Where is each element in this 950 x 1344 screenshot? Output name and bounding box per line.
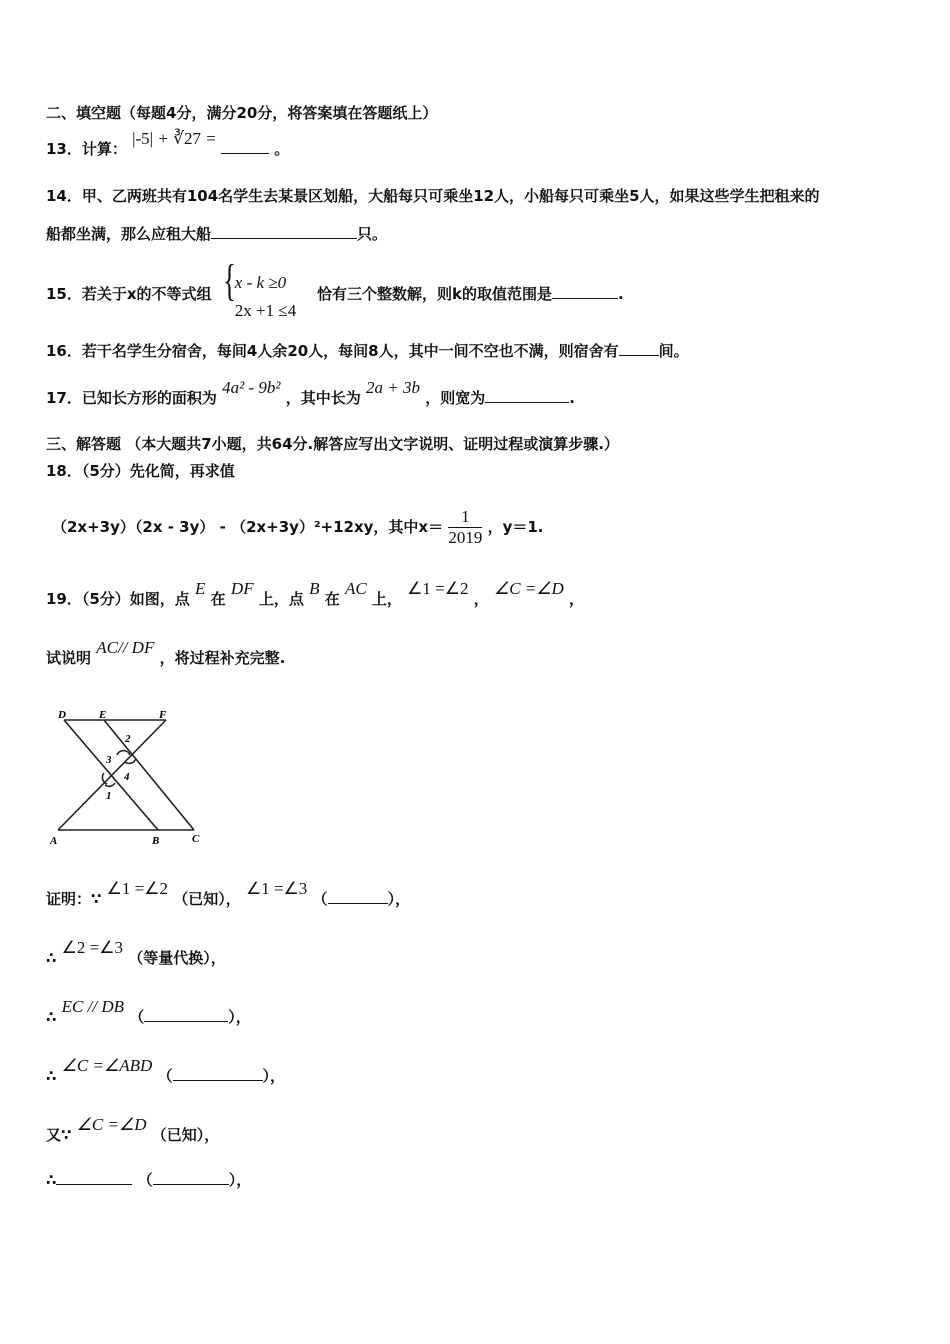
q18-frac-num: 1 (448, 507, 482, 528)
q15-ineq2: 2x +1 ≤4 (234, 301, 297, 320)
q19-line-df: DF (230, 579, 254, 598)
proof-2b: （等量代换）， (128, 949, 226, 967)
label-angle-2: 2 (125, 733, 131, 745)
q13-label: 13．计算： (46, 140, 127, 158)
proof-3b: （ (129, 1008, 145, 1026)
q15-ineq1: x - k ≥0 (234, 273, 287, 292)
q13-end: 。 (274, 140, 290, 158)
question-16 (46, 341, 689, 361)
proof-2-m: ∠2 =∠3 (61, 938, 123, 957)
q19-goal: AC// DF (96, 638, 155, 657)
angle-2-arc (117, 751, 130, 755)
proof-step-6 (46, 1170, 251, 1190)
q15-answer-blank[interactable] (552, 284, 618, 299)
q14-answer-blank[interactable] (211, 224, 357, 239)
q17-suffix: ，则宽为 (425, 389, 486, 407)
geometry-figure (44, 706, 214, 856)
proof-5b: （已知）， (151, 1126, 220, 1144)
q17-prefix: 17．已知长方形的面积为 (46, 389, 217, 407)
proof-3c: ）， (228, 1008, 251, 1026)
q17-length: 2a + 3b (365, 378, 420, 397)
q19-point-e: E (195, 579, 206, 598)
q17-mid: ，其中长为 (285, 389, 361, 407)
section-2-title: 二、填空题（每题4分，满分20分，将答案填在答题纸上） (46, 104, 438, 122)
proof-step-2 (46, 938, 226, 968)
q19-p3: 上，点 (258, 590, 304, 608)
label-e: E (99, 709, 107, 721)
label-angle-1: 1 (106, 790, 112, 802)
label-a: A (50, 835, 58, 847)
q17-area: 4a² - 9b² (222, 378, 281, 397)
proof-1-m1: ∠1 =∠2 (106, 879, 168, 898)
proof-5a: 又∵ (46, 1126, 72, 1144)
q19-cond1: ∠1 =∠2 (407, 579, 469, 598)
question-19-line2 (46, 638, 286, 668)
proof-4-m: ∠C =∠ABD (61, 1056, 153, 1075)
question-17 (46, 378, 575, 408)
q15-end: . (618, 285, 624, 303)
q15-prefix: 15．若关于x的不等式组 (46, 285, 212, 303)
q18-fraction (448, 507, 482, 548)
question-18-expression (52, 504, 544, 550)
proof-1-blank[interactable] (328, 889, 388, 904)
q19-l2b: ，将过程补充完整. (159, 649, 286, 667)
q16-end: 间。 (658, 342, 689, 360)
q18-tail: ，y＝1. (487, 518, 544, 536)
q17-end: . (569, 389, 575, 407)
q19-p6: ， (569, 590, 585, 608)
q19-point-b: B (309, 579, 320, 598)
proof-4a: ∴ (46, 1067, 57, 1085)
question-18-head: 18．（5分）先化简，再求值 (46, 462, 235, 480)
q19-p5: 上， (371, 590, 402, 608)
proof-6a: ∴ (46, 1171, 57, 1189)
label-d: D (58, 709, 66, 721)
label-c: C (192, 833, 200, 845)
section-3-title: 三、解答题 （本大题共7小题，共64分.解答应写出文字说明、证明过程或演算步骤.） (46, 435, 619, 453)
question-15 (46, 256, 624, 320)
q13-abs: |-5| (132, 129, 154, 148)
proof-4-blank[interactable] (173, 1066, 263, 1081)
q19-l2a: 试说明 (46, 649, 92, 667)
proof-6-blank-2[interactable] (153, 1170, 229, 1185)
proof-step-5 (46, 1115, 220, 1145)
proof-1c: （ (312, 890, 328, 908)
proof-step-1 (46, 879, 411, 909)
angle-3-arc (102, 773, 107, 784)
proof-3-m: EC // DB (61, 997, 125, 1016)
question-13 (46, 129, 290, 159)
q19-cond2: ∠C =∠D (493, 579, 564, 598)
proof-1a: 证明：∵ (46, 890, 102, 908)
q19-p2: 在 (210, 590, 226, 608)
q16-answer-blank[interactable] (619, 341, 659, 356)
label-angle-4: 4 (124, 771, 130, 783)
q15-suffix: 恰有三个整数解，则k的取值范围是 (317, 285, 553, 303)
question-19-line1 (46, 579, 585, 609)
q14-end: 只。 (357, 225, 388, 243)
q13-answer-blank[interactable] (221, 139, 269, 154)
q13-eq: = (206, 129, 216, 148)
proof-1b: （已知）， (173, 890, 241, 908)
q19-p4: 在 (324, 590, 340, 608)
question-14-line1: 14．甲、乙两班共有104名学生去某景区划船，大船每只可乘坐12人，小船每只可乘坐5人，如果这些学生把租来的 (46, 187, 820, 205)
q13-root: ∛27 (173, 129, 201, 148)
proof-5-m: ∠C =∠D (76, 1115, 147, 1134)
q19-sep: ， (473, 590, 489, 608)
proof-3-blank[interactable] (144, 1007, 228, 1022)
q18-frac-den: 2019 (448, 528, 483, 547)
q17-answer-blank[interactable] (485, 388, 569, 403)
proof-4c: ）， (262, 1067, 286, 1085)
proof-6-blank-1[interactable] (56, 1170, 132, 1185)
q14-text: 船都坐满，那么应租大船 (46, 225, 212, 243)
proof-2a: ∴ (46, 949, 57, 967)
proof-1-m2: ∠1 =∠3 (245, 879, 308, 898)
proof-6c: ）， (228, 1171, 252, 1189)
proof-3a: ∴ (46, 1008, 57, 1026)
proof-4b: （ (157, 1067, 173, 1085)
line-db (64, 720, 158, 830)
label-b: B (152, 835, 160, 847)
q18-expr: （2x+3y）（2x - 3y） - （2x+3y）²+12xy，其中x＝ (52, 518, 444, 536)
proof-step-3 (46, 997, 251, 1027)
label-f: F (159, 709, 167, 721)
proof-step-4 (46, 1056, 286, 1086)
label-angle-3: 3 (106, 754, 112, 766)
q15-brace: { (223, 256, 236, 305)
q16-text: 16．若干名学生分宿舍，每间4人余20人，每间8人，其中一间不空也不满，则宿舍有 (46, 342, 619, 360)
q13-plus: + (158, 129, 168, 148)
question-14-line2 (46, 224, 387, 244)
q19-p1: 19．（5分）如图，点 (46, 590, 190, 608)
proof-6b: （ (137, 1171, 153, 1189)
proof-1d: ）， (387, 890, 411, 908)
q19-line-ac: AC (344, 579, 367, 598)
